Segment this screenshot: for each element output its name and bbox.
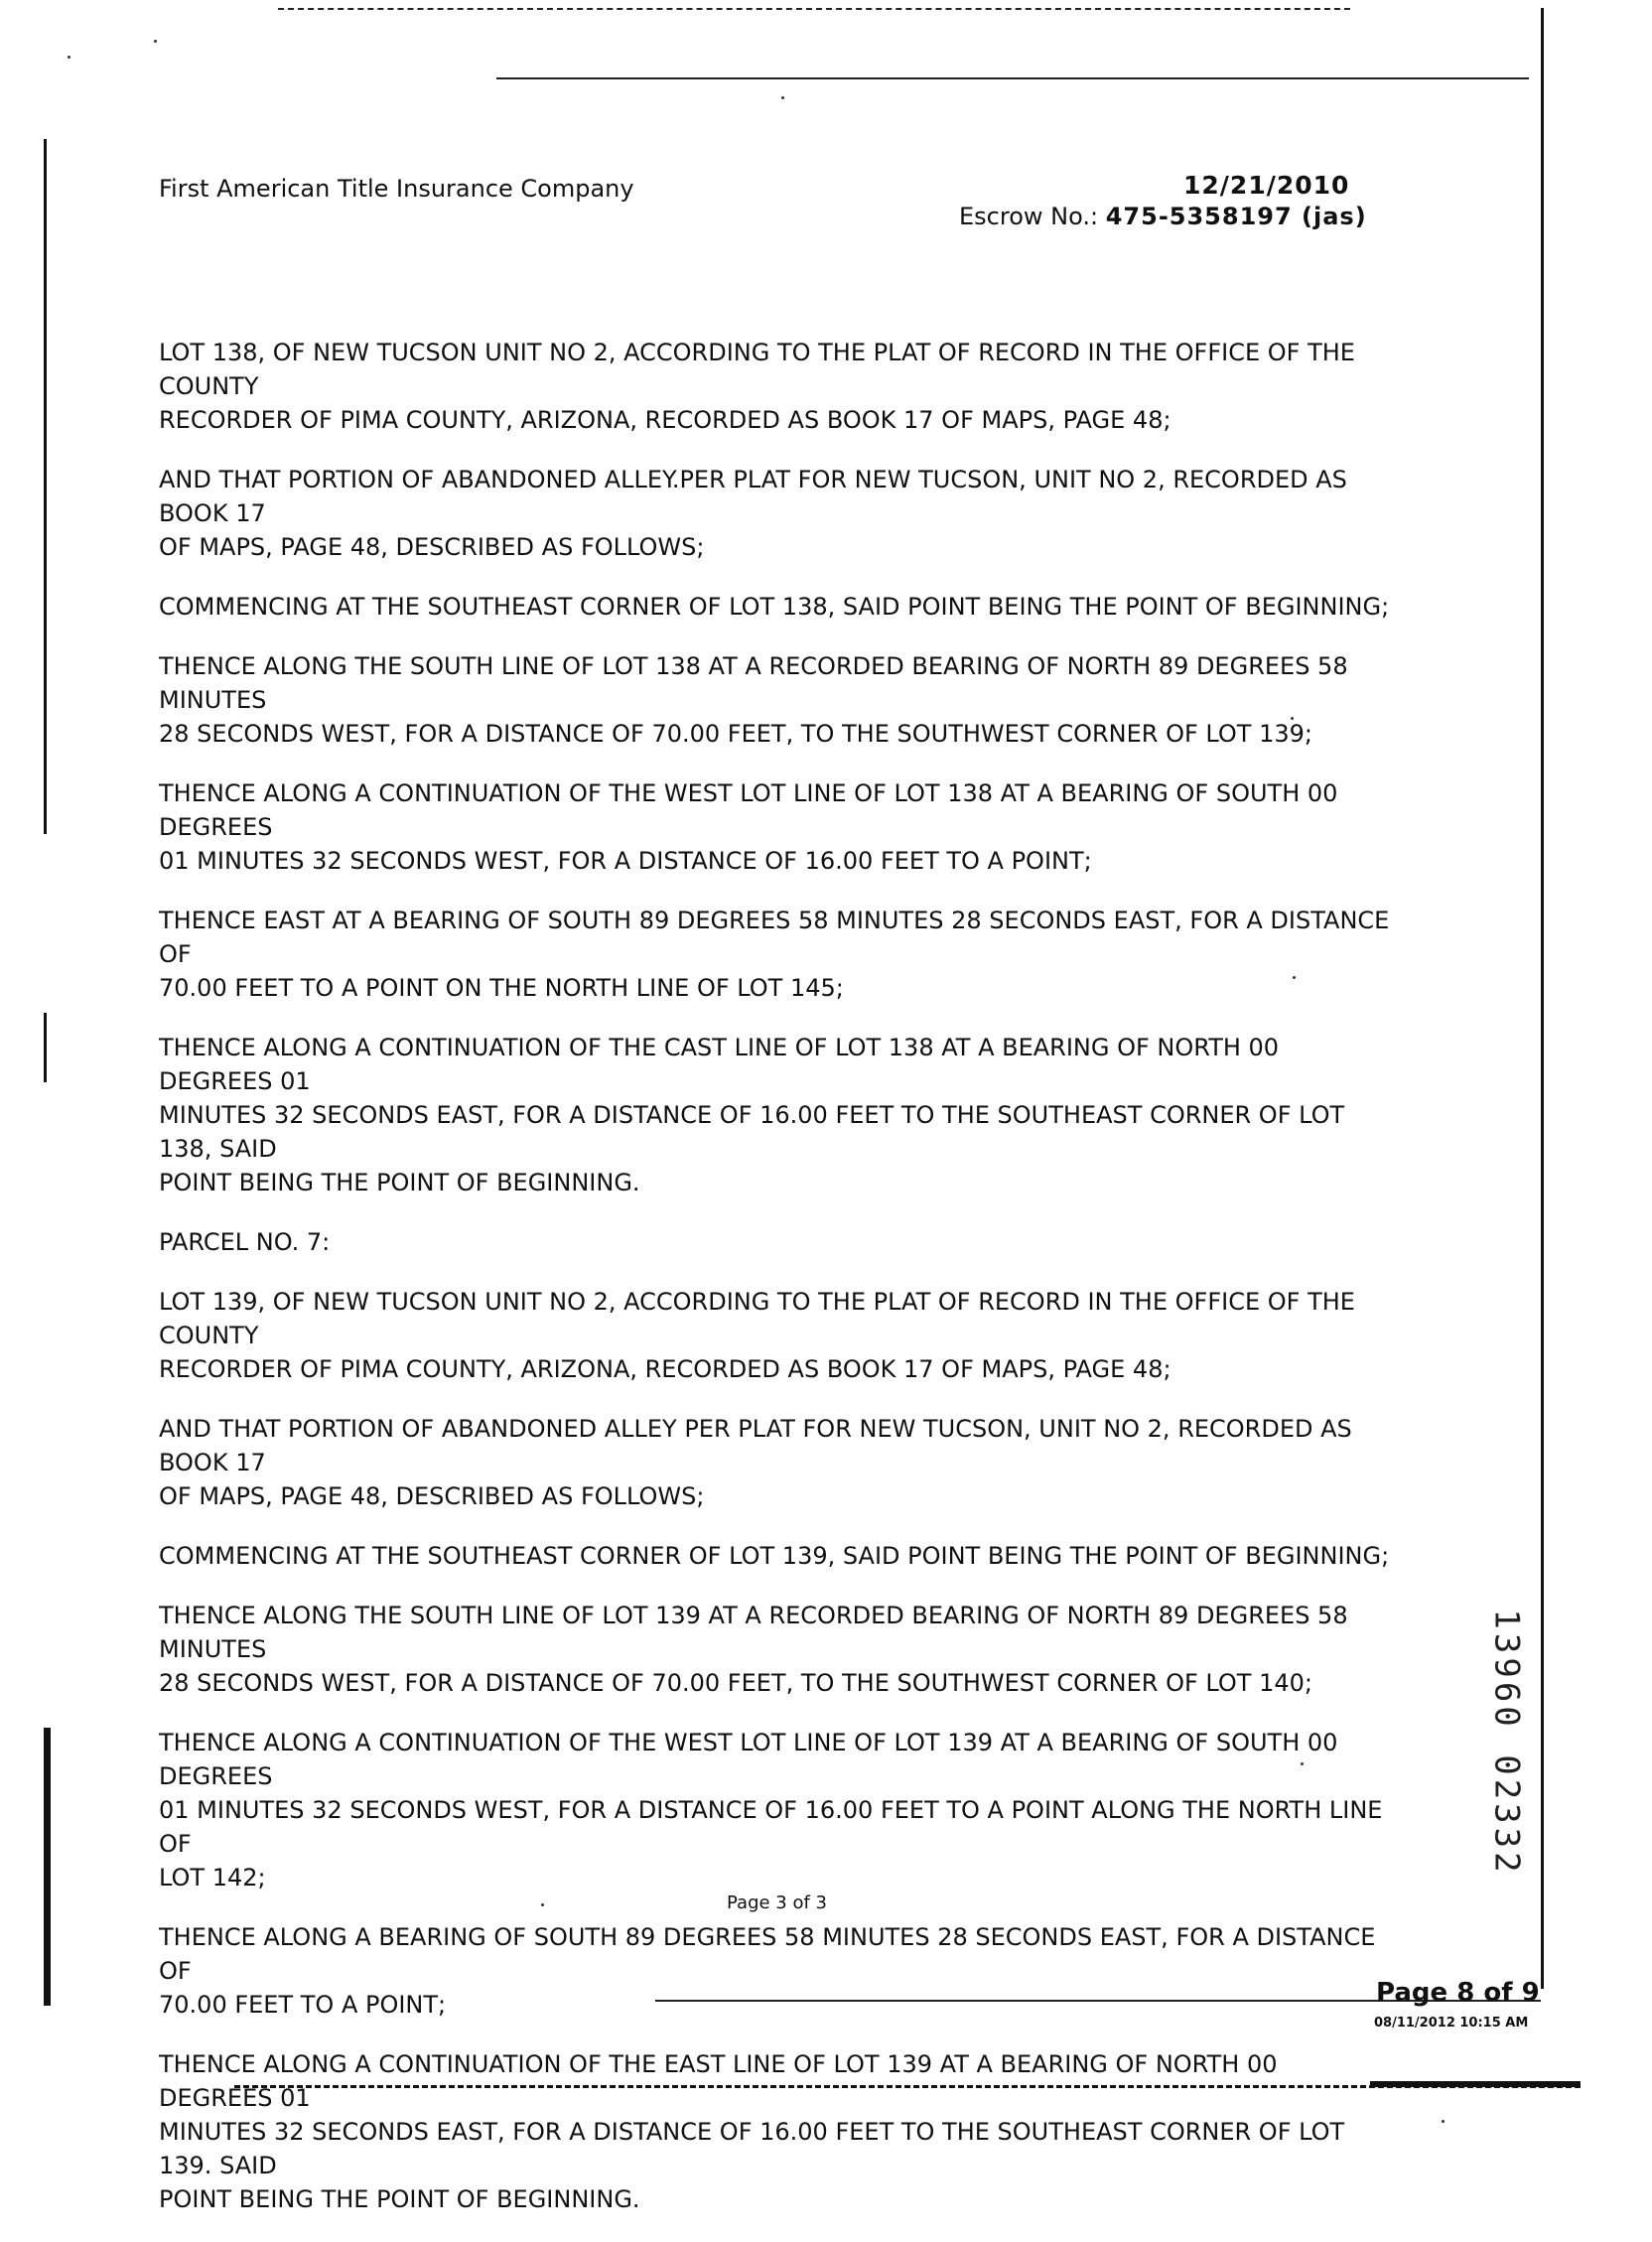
scan-speck [154, 40, 157, 43]
scan-speck [1301, 1762, 1304, 1765]
paragraph: THENCE ALONG A BEARING OF SOUTH 89 DEGREES 58 MINUTES 28 SECONDS EAST, FOR A DISTANCE OF 70.00 FEET TO A POINT; [159, 1923, 1376, 2019]
scan-speck [541, 1903, 544, 1906]
scan-border-top [278, 8, 1350, 10]
paragraph: THENCE ALONG A CONTINUATION OF THE CAST LINE OF LOT 138 AT A BEARING OF NORTH 00 DEGREES 01 MINUTES 32 SECONDS EAST, FOR A DISTANCE OF 16.00 FEET TO THE SOUTHEAST CORNER OF LOT 138, SAID POINT BEING THE POINT OF BEGINNING. [159, 1034, 1345, 1196]
parcel-heading: PARCEL NO. 7: [159, 1228, 331, 1256]
scan-border-bottom [1370, 2081, 1581, 2087]
scan-speck [1442, 2120, 1445, 2123]
scan-speck [781, 96, 784, 99]
document-date: 12/21/2010 [1183, 171, 1350, 200]
paragraph: LOT 138, OF NEW TUCSON UNIT NO 2, ACCORDING TO THE PLAT OF RECORD IN THE OFFICE OF THE COUNTY RECORDER OF PIMA COUNTY, ARIZONA, RECORDED AS BOOK 17 OF MAPS, PAGE 48; [159, 339, 1355, 434]
page-number: Page 3 of 3 [727, 1892, 827, 1913]
paragraph: THENCE ALONG A CONTINUATION OF THE WEST LOT LINE OF LOT 139 AT A BEARING OF SOUTH 00 DEGREES 01 MINUTES 32 SECONDS WEST, FOR A DISTANCE OF 16.00 FEET TO A POINT ALONG THE NORTH LINE OF LOT 142; [159, 1729, 1383, 1892]
legal-description [159, 336, 1390, 2242]
paragraph: AND THAT PORTION OF ABANDONED ALLEY.PER PLAT FOR NEW TUCSON, UNIT NO 2, RECORDED AS BOOK 17 OF MAPS, PAGE 48, DESCRIBED AS FOLLOWS; [159, 466, 1347, 561]
scan-border-right [1541, 8, 1544, 1989]
scan-border-inner-top [496, 77, 1529, 79]
recorder-page-number: Page 8 of 9 [1376, 1978, 1540, 2008]
scan-border-left [44, 139, 47, 834]
escrow-line [959, 203, 1367, 230]
paragraph: THENCE ALONG THE SOUTH LINE OF LOT 139 AT A RECORDED BEARING OF NORTH 89 DEGREES 58 MINUTES 28 SECONDS WEST, FOR A DISTANCE OF 70.00 FEET, TO THE SOUTHWEST CORNER OF LOT 140; [159, 1602, 1348, 1697]
escrow-label: Escrow No.: [959, 203, 1099, 230]
paragraph: AND THAT PORTION OF ABANDONED ALLEY PER PLAT FOR NEW TUCSON, UNIT NO 2, RECORDED AS BOOK 17 OF MAPS, PAGE 48, DESCRIBED AS FOLLOWS; [159, 1415, 1352, 1510]
paragraph: LOT 139, OF NEW TUCSON UNIT NO 2, ACCORDING TO THE PLAT OF RECORD IN THE OFFICE OF THE COUNTY RECORDER OF PIMA COUNTY, ARIZONA, RECORDED AS BOOK 17 OF MAPS, PAGE 48; [159, 1288, 1355, 1383]
scan-speck [1291, 717, 1294, 720]
recording-stamp-text: 13960 02332 [1487, 1609, 1528, 1877]
scan-speck [68, 56, 70, 59]
paragraph: COMMENCING AT THE SOUTHEAST CORNER OF LOT 138, SAID POINT BEING THE POINT OF BEGINNING; [159, 593, 1390, 621]
scan-border-left [44, 1728, 51, 2006]
scan-speck [1293, 976, 1296, 979]
print-timestamp: 08/11/2012 10:15 AM [1374, 2016, 1529, 2031]
company-name: First American Title Insurance Company [159, 175, 634, 203]
recording-stamp [1487, 1609, 1527, 1877]
paragraph: THENCE ALONG A CONTINUATION OF THE WEST LOT LINE OF LOT 138 AT A BEARING OF SOUTH 00 DEGREES 01 MINUTES 32 SECONDS WEST, FOR A DISTANCE OF 16.00 FEET TO A POINT; [159, 779, 1338, 875]
scan-border-left [44, 1013, 47, 1082]
paragraph: THENCE ALONG THE SOUTH LINE OF LOT 138 AT A RECORDED BEARING OF NORTH 89 DEGREES 58 MINUTES 28 SECONDS WEST, FOR A DISTANCE OF 70.00 FEET, TO THE SOUTHWEST CORNER OF LOT 139; [159, 652, 1348, 748]
paragraph: THENCE ALONG A CONTINUATION OF THE EAST LINE OF LOT 139 AT A BEARING OF NORTH 00 DEGREES 01 MINUTES 32 SECONDS EAST, FOR A DISTANCE OF 16.00 FEET TO THE SOUTHEAST CORNER OF LOT 139. SAID POINT BEING THE POINT OF BEGINNING. [159, 2050, 1345, 2213]
paragraph: THENCE EAST AT A BEARING OF SOUTH 89 DEGREES 58 MINUTES 28 SECONDS EAST, FOR A DISTANCE OF 70.00 FEET TO A POINT ON THE NORTH LINE OF LOT 145; [159, 907, 1390, 1002]
paragraph: COMMENCING AT THE SOUTHEAST CORNER OF LOT 139, SAID POINT BEING THE POINT OF BEGINNING; [159, 1542, 1390, 1570]
escrow-number: 475-5358197 (jas) [1105, 203, 1367, 230]
